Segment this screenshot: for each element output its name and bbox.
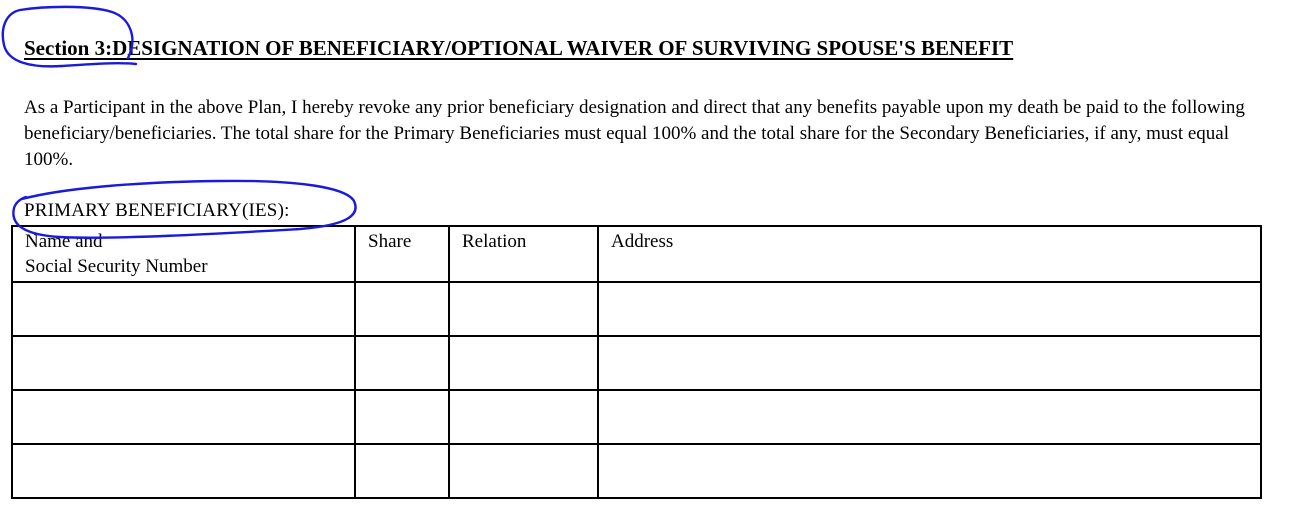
primary-beneficiaries-table: [11, 225, 1262, 499]
section-heading: [24, 36, 1013, 61]
relation-column-header: Relation: [449, 226, 598, 282]
name-ssn-cell[interactable]: [12, 336, 355, 390]
share-cell[interactable]: [355, 444, 449, 498]
address-cell[interactable]: [598, 282, 1261, 336]
intro-paragraph: As a Participant in the above Plan, I hereby revoke any prior beneficiary designation and direct that any benefits payable upon my death be paid to the following beneficiary/beneficiaries. The total share for the Primary Beneficiaries must equal 100% and the total share for the Secondary Beneficiaries, if any, must equal 100%.: [24, 97, 1245, 170]
relation-cell[interactable]: [449, 390, 598, 444]
address-cell[interactable]: [598, 444, 1261, 498]
relation-cell[interactable]: [449, 444, 598, 498]
table-row: [12, 390, 1261, 444]
relation-cell[interactable]: [449, 282, 598, 336]
share-column-header: Share: [355, 226, 449, 282]
share-cell[interactable]: [355, 282, 449, 336]
name-ssn-cell[interactable]: [12, 390, 355, 444]
section-title: DESIGNATION OF BENEFICIARY/OPTIONAL WAIVER OF SURVIVING SPOUSE'S BENEFIT: [112, 36, 1014, 60]
name-header-line2: Social Security Number: [25, 256, 208, 277]
table-row: [12, 282, 1261, 336]
name-ssn-cell[interactable]: [12, 282, 355, 336]
address-cell[interactable]: [598, 336, 1261, 390]
name-ssn-cell[interactable]: [12, 444, 355, 498]
address-cell[interactable]: [598, 390, 1261, 444]
primary-beneficiaries-label: PRIMARY BENEFICIARY(IES):: [24, 200, 290, 221]
share-cell[interactable]: [355, 390, 449, 444]
table-row: [12, 444, 1261, 498]
relation-cell[interactable]: [449, 336, 598, 390]
section-number: Section 3:: [24, 36, 113, 60]
table-header-row: [12, 226, 1261, 282]
name-ssn-column-header: [12, 226, 355, 282]
table-row: [12, 336, 1261, 390]
name-header-line1: Name and: [25, 231, 103, 252]
address-column-header: Address: [598, 226, 1261, 282]
share-cell[interactable]: [355, 336, 449, 390]
